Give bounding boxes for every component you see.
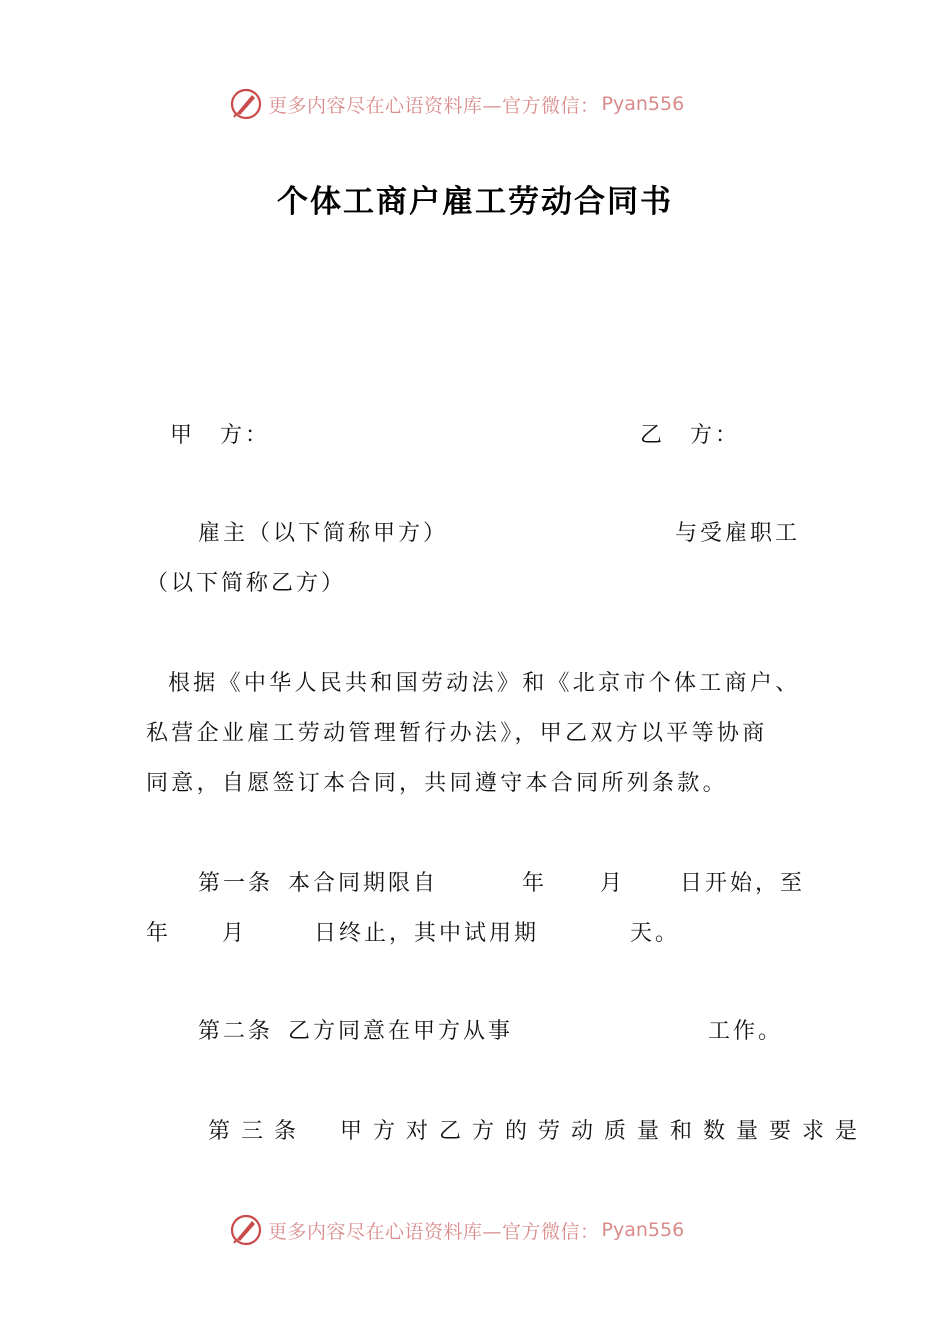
watermark-banner-top xyxy=(228,84,728,124)
watermark-contact: Pyan556 xyxy=(601,93,685,115)
watermark-contact: Pyan556 xyxy=(601,1219,685,1241)
article1-text: 本合同期限自 xyxy=(288,871,439,896)
article1-year2: 年 xyxy=(146,921,172,946)
article3-text: 第三条 甲方对乙方的劳动质量和数量要求是 xyxy=(208,1119,869,1144)
basis-line-1: 根据《中华人民共和国劳动法》和《北京市个体工商户、 xyxy=(168,671,801,696)
basis-line-2: 私营企业雇工劳动管理暂行办法》，甲乙双方以平等协商 xyxy=(146,721,768,746)
party-a-label: 甲 方： xyxy=(170,423,271,448)
article1-month2: 月 xyxy=(222,921,248,946)
intro-employee-cont: （以下简称乙方） xyxy=(146,571,347,596)
article1-year: 年 xyxy=(522,871,548,896)
intro-employer: 雇主（以下简称甲方） xyxy=(198,521,449,546)
article1-days: 天。 xyxy=(630,921,681,946)
article2-text: 乙方同意在甲方从事 xyxy=(288,1019,514,1044)
quill-logo-icon xyxy=(228,1212,264,1248)
article1-day-start: 日开始，至 xyxy=(680,871,806,896)
watermark-text: 更多内容尽在心语资料库—官方微信： xyxy=(268,1220,600,1243)
article2-label: 第二条 xyxy=(198,1019,274,1044)
article1-label: 第一条 xyxy=(198,871,274,896)
article1-day-end: 日终止，其中试用期 xyxy=(314,921,540,946)
article2-work: 工作。 xyxy=(708,1019,784,1044)
party-b-label: 乙 方： xyxy=(640,423,741,448)
article1-month: 月 xyxy=(600,871,626,896)
quill-logo-icon xyxy=(228,86,264,122)
watermark-banner-bottom xyxy=(228,1210,728,1250)
watermark-text: 更多内容尽在心语资料库—官方微信： xyxy=(268,94,600,117)
document-title: 个体工商户雇工劳动合同书 xyxy=(277,184,673,220)
intro-employee: 与受雇职工 xyxy=(675,521,801,546)
basis-line-3: 同意，自愿签订本合同，共同遵守本合同所列条款。 xyxy=(146,771,728,796)
